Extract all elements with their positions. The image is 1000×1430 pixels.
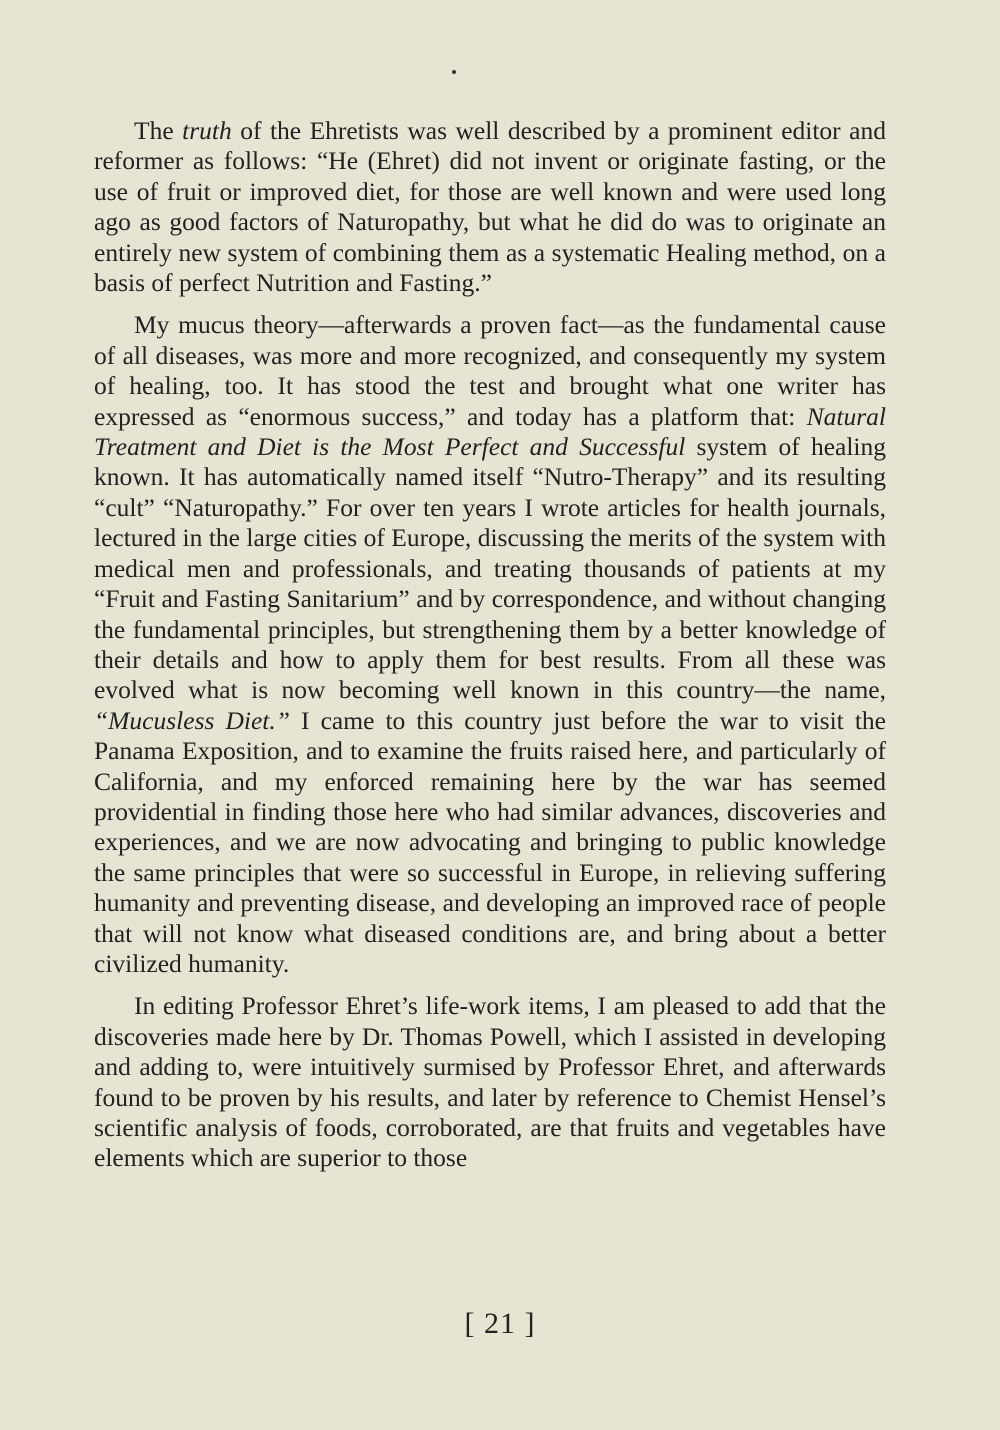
top-dot-mark [452,70,456,74]
paragraph-3 [94,991,886,1173]
text-run: In editing Professor Ehret’s life-work items, I am pleased to add that the discoveries made here by Dr. Thomas Powell, which I assisted in developing and adding to, were intuitively surmised by Professor Ehret, and afterwards found to be proven by his results, and later by reference to Chemist Hensel’s scientific analysis of foods, corroborated, are that fruits and vegetables have elements which are superior to those [94,991,886,1173]
italic-text-run: Natural Treatment and Diet is the Most Perfect and Successful [94,401,886,462]
text-run: The [134,116,183,145]
text-run: system of healing known. It has automatically named itself “Nutro-Therapy” and its resulting “cult” “Naturopathy.” For over ten years I wrote articles for health journals, lectured in the large cities of Europe, discussing the merits of the system with medical men and professionals, and treating thousands of patients at my “Fruit and Fasting Sanitarium” and by correspondence, and without changing the fundamental principles, but strengthening them by a better knowledge of their details and how to apply them for best results. From all these was evolved what is now becoming well known in this country—the name, [94,432,886,705]
text-run: of the Ehretists was well described by a prominent editor and reformer as follows: “He (Ehret) did not invent or originate fasting, or the use of fruit or improved diet, for those are well known and were used long ago as good factors of Naturopathy, but what he did do was to originate an entirely new system of combining them as a systematic Healing method, on a basis of perfect Nutrition and Fasting.” [94,116,886,298]
paragraph-1 [94,116,886,298]
text-run: I came to this country just before the war to visit the Panama Exposition, and to examine the fruits raised here, and particularly of California, and my enforced remaining here by the war has seemed providential in finding those here who had similar advances, discoveries and experiences, and we are now advocating and bringing to public knowledge the same principles that were so successful in Europe, in relieving suffering humanity and preventing disease, and developing an improved race of people that will not know what diseased conditions are, and bring about a better civilized humanity. [94,705,886,978]
italic-text-run: truth [182,116,232,145]
text-run: My mucus theory—afterwards a proven fact—as the fundamental cause of all diseases, was more and more recognized, and consequently my system of healing, too. It has stood the test and brought what one writer has expressed as “enormous success,” and today has a platform that: [94,310,886,431]
page-number: [ 21 ] [464,1307,536,1340]
paragraph-2 [94,310,886,979]
body-text [94,116,886,1174]
italic-text-run: “Mucusless Diet.” [94,705,290,735]
